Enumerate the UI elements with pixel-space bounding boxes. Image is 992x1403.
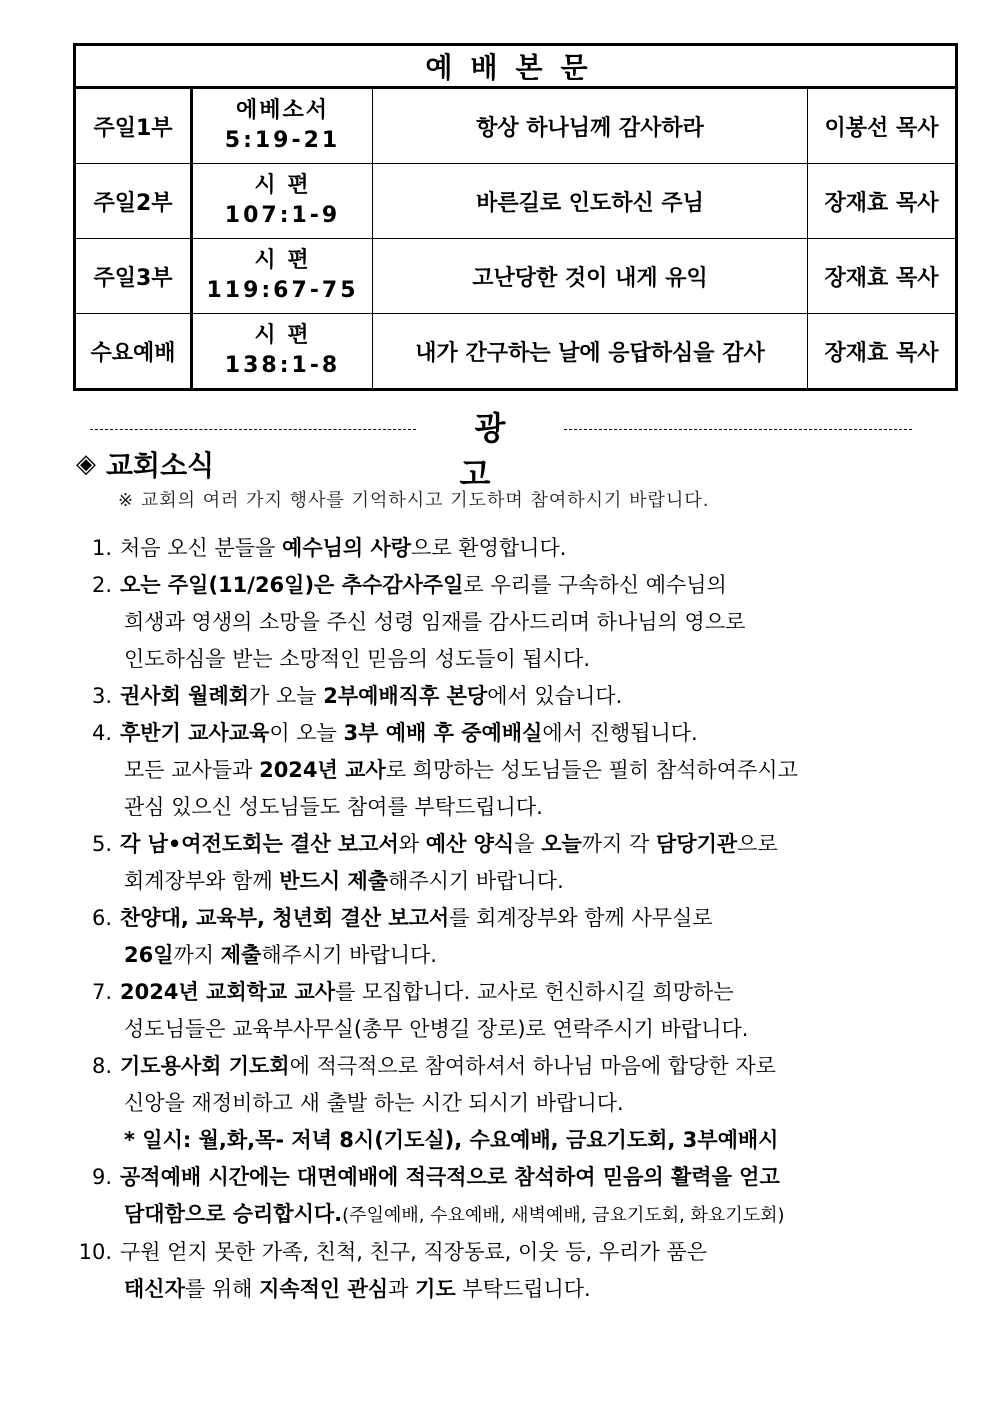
scripture-verse: 107:1-9	[224, 203, 341, 228]
sermon-title: 고난당한 것이 내게 유익	[373, 239, 808, 314]
notice-emphasis: 3부 예배 후 중예배실	[343, 721, 543, 745]
notice-list	[62, 530, 942, 1308]
service-name: 주일2부	[75, 164, 192, 239]
notice-text: 해주시기 바랍니다.	[261, 943, 437, 967]
notice-text: 부탁드립니다.	[455, 1277, 591, 1301]
sermon-title: 항상 하나님께 감사하라	[373, 88, 808, 164]
notice-text: 해주시기 바랍니다.	[388, 869, 564, 893]
scripture-ref	[192, 314, 373, 390]
notice-line	[120, 1234, 942, 1271]
scripture-book: 시 편	[254, 173, 311, 198]
notice-line	[120, 604, 942, 641]
notice-text: 을	[514, 832, 542, 856]
scripture-verse: 138:1-8	[224, 353, 341, 378]
notice-text: 를 모집합니다. 교사로 헌신하시길 희망하는	[335, 980, 734, 1004]
notice-text: (주일예배, 수요예배, 새벽예배, 금요기도회, 화요기도회)	[342, 1205, 785, 1226]
notice-emphasis: 예산 양식	[425, 832, 515, 856]
notice-emphasis: 2024년 교사	[259, 758, 386, 782]
table-row	[75, 164, 957, 239]
notice-text: 희생과 영생의 소망을 주신 성령 임재를 감사드리며 하나님의 영으로	[124, 610, 746, 634]
notice-item	[62, 1159, 942, 1234]
notice-emphasis: 2024년 교회학교 교사	[120, 980, 336, 1004]
notice-number: 9.	[91, 1165, 112, 1189]
notice-text: 를 위해	[184, 1277, 260, 1301]
notice-text: 으로 환영합니다.	[411, 536, 567, 560]
notice-line	[120, 752, 942, 789]
notice-text: 신앙을 재정비하고 새 출발 하는 시간 되시기 바랍니다.	[124, 1091, 624, 1115]
notice-line	[120, 1271, 942, 1308]
scripture-verse: 119:67-75	[206, 278, 359, 303]
notice-line	[120, 678, 942, 715]
notice-emphasis: 제출	[220, 943, 262, 967]
notice-emphasis: 2부예배직후 본당	[323, 684, 488, 708]
notice-line	[120, 1048, 942, 1085]
notice-text: 까지	[173, 943, 221, 967]
notice-line	[120, 1196, 942, 1234]
sermon-table	[73, 43, 958, 391]
notice-emphasis: 지속적인 관심	[259, 1277, 389, 1301]
notice-emphasis: 담대함으로 승리합시다.	[124, 1202, 343, 1226]
preacher: 장재효 목사	[808, 314, 957, 390]
notice-emphasis: 26일	[124, 943, 174, 967]
notice-item	[62, 567, 942, 678]
notice-item	[62, 974, 942, 1048]
notice-number: 1.	[91, 536, 112, 560]
notice-emphasis: 예수님의 사랑	[282, 536, 412, 560]
preacher: 장재효 목사	[808, 164, 957, 239]
notice-text: 이 오늘	[269, 721, 344, 745]
sermon-title: 바른길로 인도하신 주님	[373, 164, 808, 239]
service-name: 주일3부	[75, 239, 192, 314]
notice-text: 구원 얻지 못한 가족, 친척, 친구, 직장동료, 이웃 등, 우리가 품은	[120, 1240, 707, 1264]
notice-number: 8.	[91, 1054, 112, 1078]
notice-line	[120, 567, 942, 604]
notice-line	[120, 826, 942, 863]
notice-number: 3.	[91, 684, 112, 708]
notice-text: 와	[398, 832, 426, 856]
dashed-rule-left	[90, 429, 416, 430]
scripture-verse: 5:19-21	[224, 128, 341, 153]
notice-emphasis: 담당기관	[656, 832, 738, 856]
notice-item	[62, 678, 942, 715]
notice-text: 모든 교사들과	[124, 758, 260, 782]
notice-number: 2.	[91, 573, 112, 597]
notice-emphasis: 기도용사회 기도회	[120, 1054, 290, 1078]
notice-line	[120, 900, 942, 937]
notice-number: 7.	[91, 980, 112, 1004]
notice-emphasis: 태신자	[124, 1277, 185, 1301]
scripture-ref	[192, 88, 373, 164]
notice-item	[62, 826, 942, 900]
notice-emphasis: 공적예배 시간에는 대면예배에 적극적으로 참석하여 믿음의 활력을 얻고	[120, 1165, 780, 1189]
scripture-book: 시 편	[254, 323, 311, 348]
sermon-title: 내가 간구하는 날에 응답하심을 감사	[373, 314, 808, 390]
notice-number: 10.	[78, 1240, 112, 1264]
scripture-ref	[192, 239, 373, 314]
table-row	[75, 314, 957, 390]
notice-text: 가 오늘	[249, 684, 324, 708]
notice-emphasis: * 일시: 월,화,목- 저녁 8시(기도실), 수요예배, 금요기도회, 3부예배시	[124, 1128, 779, 1152]
notice-text: 성도님들은 교육부사무실(총무 안병길 장로)로 연락주시기 바랍니다.	[124, 1017, 749, 1041]
notice-item	[62, 715, 942, 826]
notice-line	[120, 715, 942, 752]
notice-text: 처음 오신 분들을	[120, 536, 283, 560]
service-name: 수요예배	[75, 314, 192, 390]
notice-text: 에 적극적으로 참여하셔서 하나님 마음에 합당한 자로	[289, 1054, 776, 1078]
notice-text: 로 우리를 구속하신 예수님의	[463, 573, 727, 597]
notice-text: 를 회계장부와 함께 사무실로	[449, 906, 713, 930]
ad-section-title: 광고	[459, 409, 536, 493]
notice-emphasis: 찬양대, 교육부, 청년회 결산 보고서	[120, 906, 450, 930]
notice-text: 회계장부와 함께	[124, 869, 280, 893]
sermon-table-title: 예배본문	[75, 45, 957, 88]
notice-text: 인도하심을 받는 소망적인 믿음의 성도들이 됩시다.	[124, 647, 591, 671]
notice-text: 에서 있습니다.	[487, 684, 623, 708]
notice-text: 로 희망하는 성도님들은 필히 참석하여주시고	[385, 758, 798, 782]
notice-line	[120, 641, 942, 678]
notice-line	[120, 1011, 942, 1048]
notice-emphasis: 오는 주일(11/26일)은 추수감사주일	[120, 573, 464, 597]
notice-item	[62, 900, 942, 974]
service-name: 주일1부	[75, 88, 192, 164]
notice-emphasis: 오늘	[541, 832, 582, 856]
scripture-ref	[192, 164, 373, 239]
notice-line	[120, 1122, 942, 1159]
diamond-bullet-icon: ◈	[76, 449, 96, 479]
notice-line	[120, 863, 942, 900]
notice-line	[120, 1159, 942, 1196]
notice-emphasis: 기도	[415, 1277, 456, 1301]
news-heading-label: 교회소식	[106, 449, 215, 482]
notice-emphasis: 권사회 월례회	[120, 684, 250, 708]
notice-emphasis: 각 남•여전도회는 결산 보고서	[120, 832, 399, 856]
scripture-book: 시 편	[254, 248, 311, 273]
notice-text: 과	[388, 1277, 416, 1301]
notice-line	[120, 789, 942, 826]
news-heading	[76, 446, 214, 482]
table-row	[75, 239, 957, 314]
notice-emphasis: 반드시 제출	[279, 869, 389, 893]
notice-item	[62, 530, 942, 567]
dashed-rule-right	[564, 429, 912, 430]
notice-number: 4.	[91, 721, 112, 745]
scripture-book: 에베소서	[235, 98, 329, 123]
news-note: ※ 교회의 여러 가지 행사를 기억하시고 기도하며 참여하시기 바랍니다.	[118, 490, 710, 511]
notice-number: 6.	[91, 906, 112, 930]
notice-line	[120, 1085, 942, 1122]
notice-text: 에서 진행됩니다.	[542, 721, 698, 745]
table-row	[75, 88, 957, 164]
notice-item	[62, 1234, 942, 1308]
notice-text: 까지 각	[581, 832, 656, 856]
notice-number: 5.	[91, 832, 112, 856]
notice-text: 으로	[737, 832, 778, 856]
preacher: 이봉선 목사	[808, 88, 957, 164]
notice-line	[120, 530, 942, 567]
notice-item	[62, 1048, 942, 1159]
notice-emphasis: 후반기 교사교육	[120, 721, 270, 745]
preacher: 장재효 목사	[808, 239, 957, 314]
notice-line	[120, 937, 942, 974]
notice-text: 관심 있으신 성도님들도 참여를 부탁드립니다.	[124, 795, 543, 819]
notice-line	[120, 974, 942, 1011]
